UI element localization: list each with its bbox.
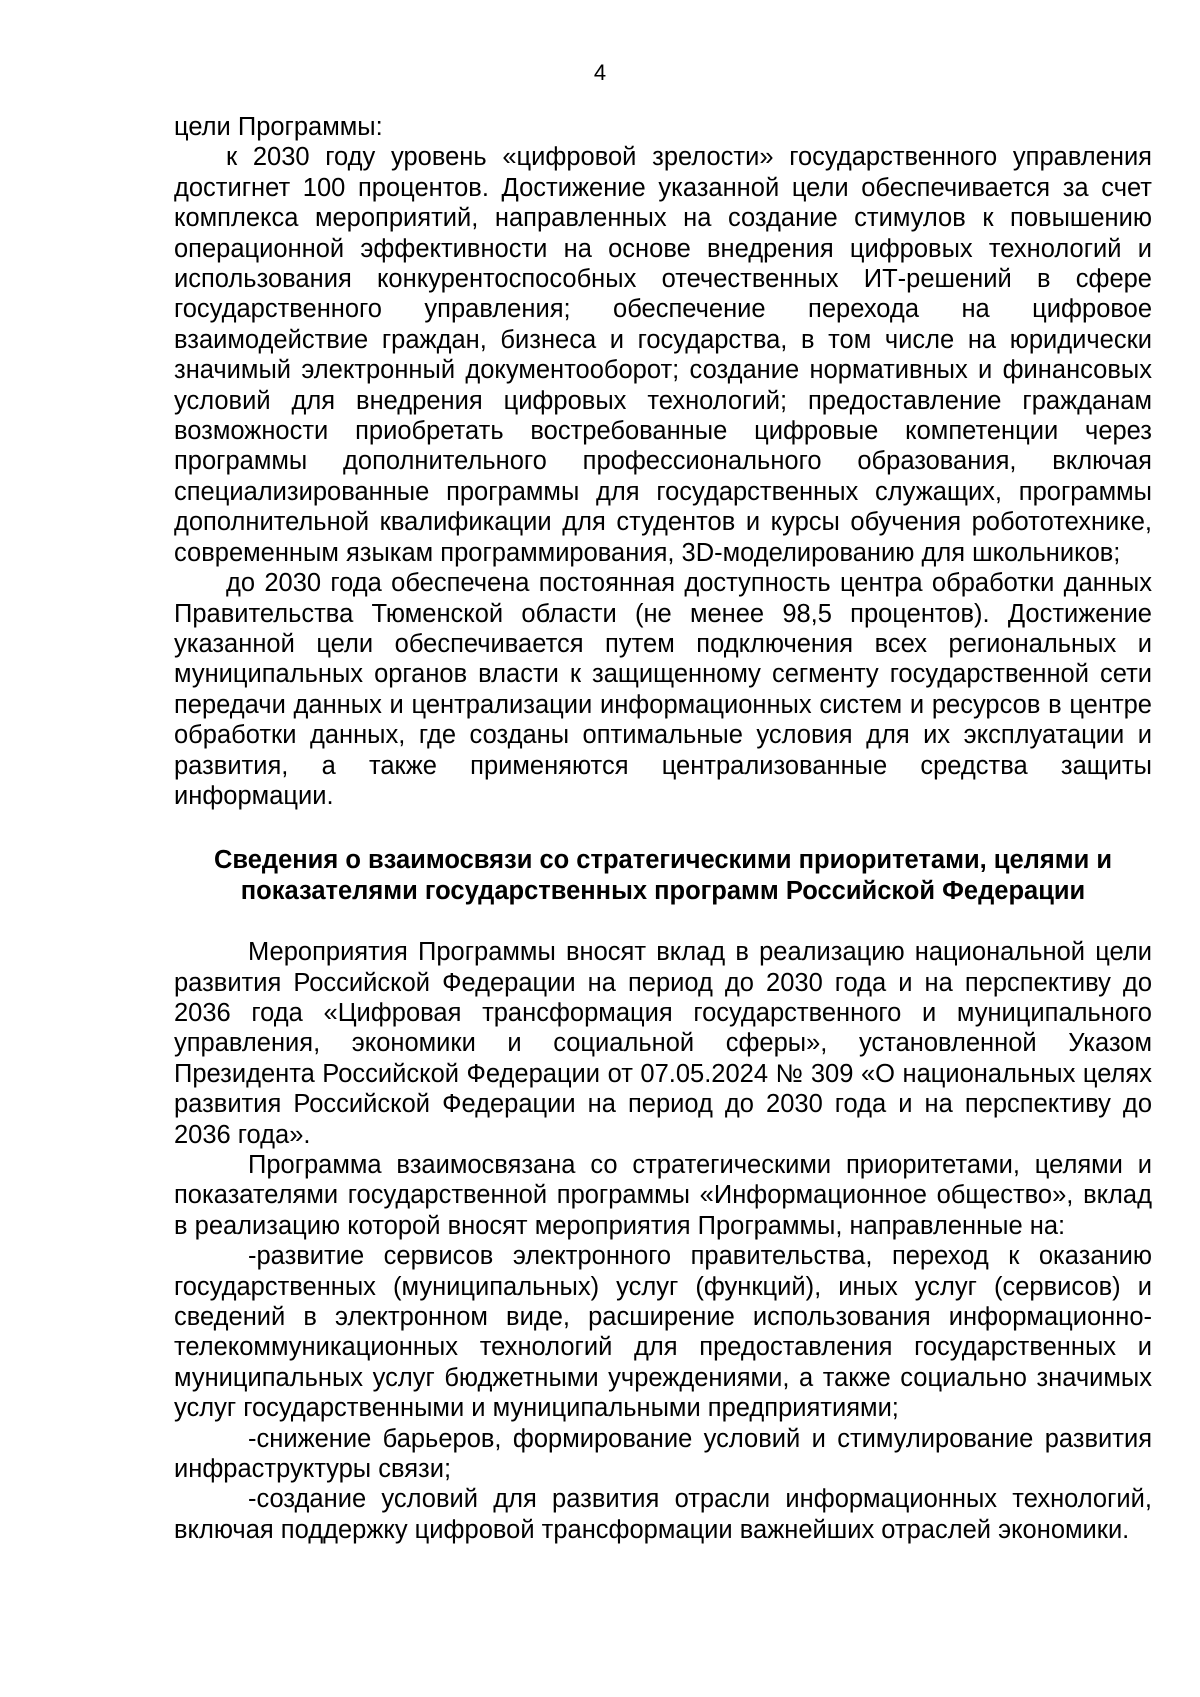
goals-lead: цели Программы: <box>174 113 383 141</box>
paragraph-national-goal: Мероприятия Программы вносят вклад в реализацию национальной цели развития Российской Федерации на период до 2030 года и на перспективу до 2036 года «Цифровая трансформация государственного и муниципального управления, экономики и социальной сферы», установленной Указом Президента Российской Федерации от 07.05.2024 № 309 «О национальных целях развития Российской Федерации на период до 2030 года и на перспективу до 2036 года». <box>174 938 1152 1149</box>
section-heading-line-2: показателями государственных программ Российской Федерации <box>240 876 1086 905</box>
list-item-infrastructure: -снижение барьеров, формирование условий и стимулирование развития инфраструктуры связи; <box>174 1424 1152 1484</box>
list-item-it-industry: -создание условий для развития отрасли информационных технологий, включая поддержку цифровой трансформации важнейших отраслей экономики. <box>174 1485 1152 1544</box>
goal-paragraph-data-center: до 2030 года обеспечена постоянная доступность центра обработки данных Правительства Тюменской области (не менее 98,5 процентов). Достижение указанной цели обеспечивается путем подключения всех региональных и муниципальных органов власти к защищенному сегменту государственной сети передачи данных и централизации информационных систем и ресурсов в центре обработки данных, где созданы оптимальные условия для их эксплуатации и развития, а также применяются централизованные средства защиты информации. <box>174 569 1152 810</box>
section-heading <box>174 845 1152 906</box>
section-heading-line-1: Сведения о взаимосвязи со стратегическими приоритетами, целями и <box>213 846 1113 875</box>
goal-paragraph-digital-maturity: к 2030 году уровень «цифровой зрелости» государственного управления достигнет 100 процентов. Достижение указанной цели обеспечивается за счет комплекса мероприятий, направленных на создание стимулов к повышению операционной эффективности на основе внедрения цифровых технологий и использования конкурентоспособных отечественных ИТ-решений в сфере государственного управления; обеспечение перехода на цифровое взаимодействие граждан, бизнеса и государства, в том числе на юридически значимый электронный документооборот; создание нормативных и финансовых условий для внедрения цифровых технологий; предоставление гражданам возможности приобретать востребованные цифровые компетенции через программы дополнительного профессионального образования, включая специализированные программы для государственных служащих, программы дополнительной квалификации для студентов и курсы обучения робототехнике, современным языкам программирования, 3D-моделированию для школьников; <box>174 143 1152 567</box>
page-number: 4 <box>593 60 607 85</box>
document-body <box>174 112 1152 1545</box>
list-item-e-government: -развитие сервисов электронного правительства, переход к оказанию государственных (муниципальных) услуг (функций), иных услуг (сервисов) и сведений в электронном виде, расширение использования информационно-телекоммуникационных технологий для предоставления государственных и муниципальных услуг бюджетными учреждениями, а также социально значимых услуг государственными и муниципальными предприятиями; <box>174 1242 1152 1423</box>
paragraph-state-program: Программа взаимосвязана со стратегическими приоритетами, целями и показателями государственной программы «Информационное общество», вклад в реализацию которой вносят мероприятия Программы, направленные на: <box>174 1151 1152 1240</box>
